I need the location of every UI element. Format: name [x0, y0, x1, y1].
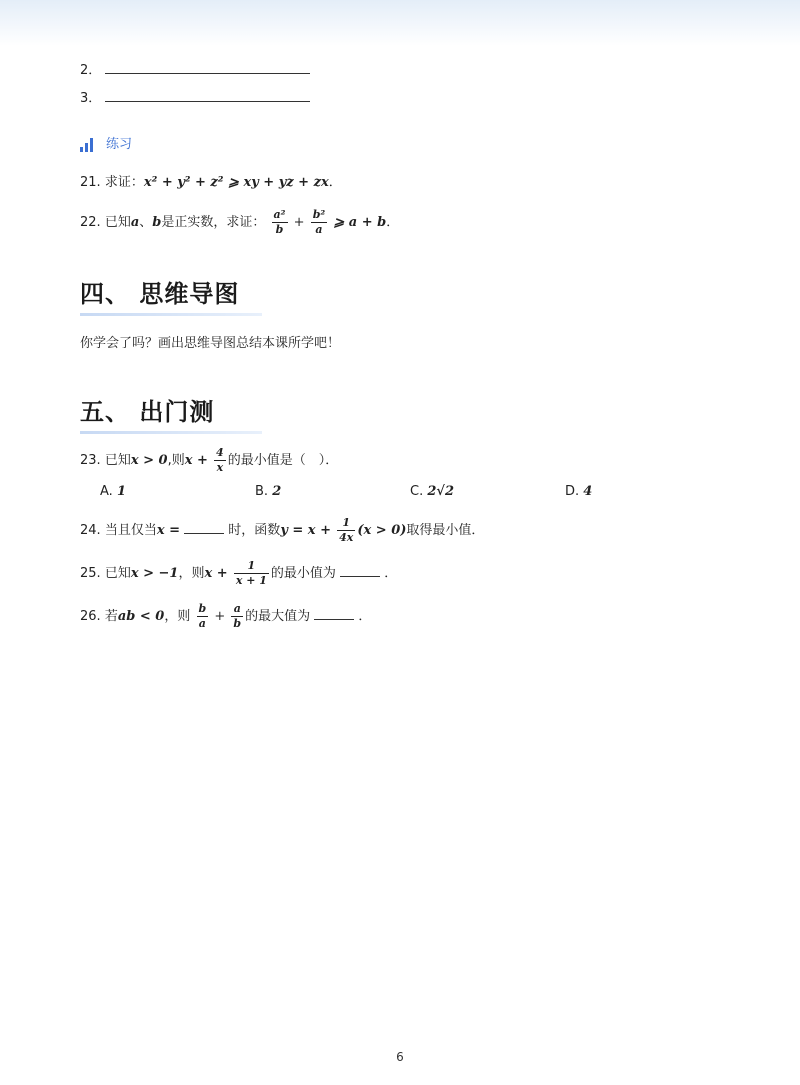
question-text: 的最小值为: [270, 566, 336, 581]
math-expression: x +: [204, 566, 228, 581]
denominator: x: [216, 461, 224, 474]
punctuation: ．: [386, 215, 400, 230]
question-22: [80, 203, 399, 243]
page-number: 6: [396, 1050, 404, 1064]
numerator: b²: [312, 208, 326, 221]
math-expression: x =: [156, 523, 181, 538]
answer-line-label: 3．: [80, 91, 102, 106]
math-expression: x² + y² + z² ⩾ xy + yz + zx: [143, 175, 329, 190]
answer-line-label: 2．: [80, 63, 102, 78]
denominator: x + 1: [235, 574, 267, 587]
question-number: 23.: [80, 453, 101, 468]
fraction: [311, 208, 328, 237]
question-text: 取得最小值．: [406, 523, 485, 538]
question-number: 26.: [80, 609, 101, 624]
numerator: a²: [273, 208, 286, 221]
answer-blank[interactable]: [340, 564, 380, 577]
denominator: 4x: [339, 531, 354, 544]
question-23: [80, 441, 338, 481]
practice-header: [80, 136, 132, 154]
question-text: ，则: [178, 566, 205, 581]
question-21: [80, 173, 342, 193]
option-c[interactable]: [410, 482, 454, 502]
separator: 、: [139, 215, 153, 230]
answer-blank[interactable]: [105, 61, 310, 74]
question-number: 22.: [80, 215, 101, 230]
denominator: a: [315, 223, 323, 236]
math-var-b: b: [152, 215, 162, 230]
question-text: 是正实数，求证：: [161, 215, 266, 230]
signal-bars-icon: [80, 138, 96, 152]
option-b[interactable]: [255, 482, 281, 502]
question-text: 已知: [104, 566, 131, 581]
numerator: b: [198, 602, 207, 615]
option-label: B.: [255, 484, 269, 499]
denominator: a: [198, 617, 206, 630]
answer-line-3: [80, 89, 310, 109]
section-title-mindmap: 四、 思维导图: [80, 280, 240, 308]
fraction: [337, 516, 355, 545]
punctuation: ．: [384, 566, 398, 581]
question-text: 时，函数: [228, 523, 281, 538]
practice-label: 练习: [106, 137, 133, 152]
question-number: 25.: [80, 566, 101, 581]
math-expression: ab < 0: [117, 609, 165, 624]
math-var-a: a: [130, 215, 140, 230]
section-body: 你学会了吗？画出思维导图总结本课所学吧！: [80, 336, 341, 351]
numerator: 1: [337, 516, 355, 531]
fraction: [214, 446, 226, 475]
math-expression: (x > 0): [357, 523, 407, 538]
question-text: 求证：: [104, 175, 144, 190]
option-d[interactable]: [565, 482, 592, 502]
math-expression: ⩾ a + b: [333, 215, 387, 230]
numerator: 1: [234, 559, 269, 574]
question-24: [80, 511, 484, 551]
section-underline: [80, 313, 262, 316]
question-number: 24.: [80, 523, 101, 538]
question-text: 已知: [104, 453, 131, 468]
question-text: ，则: [164, 609, 191, 624]
punctuation: ．: [328, 175, 342, 190]
question-text: 的最大值为: [245, 609, 311, 624]
question-text: 已知: [104, 215, 131, 230]
numerator: a: [231, 602, 243, 617]
question-text: 的最小值是（ ）．: [227, 453, 339, 468]
fraction: [197, 602, 209, 631]
option-value: 1: [116, 484, 126, 499]
option-a[interactable]: [100, 482, 126, 502]
fraction: [272, 208, 288, 237]
math-expression: x > −1: [130, 566, 179, 581]
question-25: [80, 554, 397, 594]
section-underline: [80, 431, 262, 434]
question-text: 若: [104, 609, 118, 624]
numerator: 4: [216, 446, 224, 459]
question-26: [80, 597, 371, 637]
denominator: b: [233, 617, 242, 630]
answer-line-2: [80, 61, 310, 81]
option-label: C.: [410, 484, 424, 499]
question-text: 当且仅当: [104, 523, 157, 538]
answer-blank[interactable]: [184, 521, 224, 534]
denominator: b: [275, 223, 284, 236]
fraction: [234, 559, 269, 588]
math-expression: y = x +: [280, 523, 331, 538]
question-number: 21.: [80, 175, 101, 190]
option-value: 4: [583, 484, 593, 499]
section-title-exit-test: 五、 出门测: [80, 398, 215, 426]
header-band: [0, 0, 800, 46]
operator: +: [214, 609, 226, 624]
answer-blank[interactable]: [314, 607, 354, 620]
fraction: [231, 602, 243, 631]
math-expression: x +: [184, 453, 208, 468]
answer-blank[interactable]: [105, 89, 310, 102]
math-expression: x > 0: [130, 453, 168, 468]
option-label: A.: [100, 484, 113, 499]
operator: +: [293, 215, 305, 230]
question-text: ,则: [167, 453, 185, 468]
punctuation: ．: [358, 609, 372, 624]
option-value: 2√2: [427, 484, 454, 499]
option-label: D.: [565, 484, 580, 499]
option-value: 2: [272, 484, 282, 499]
